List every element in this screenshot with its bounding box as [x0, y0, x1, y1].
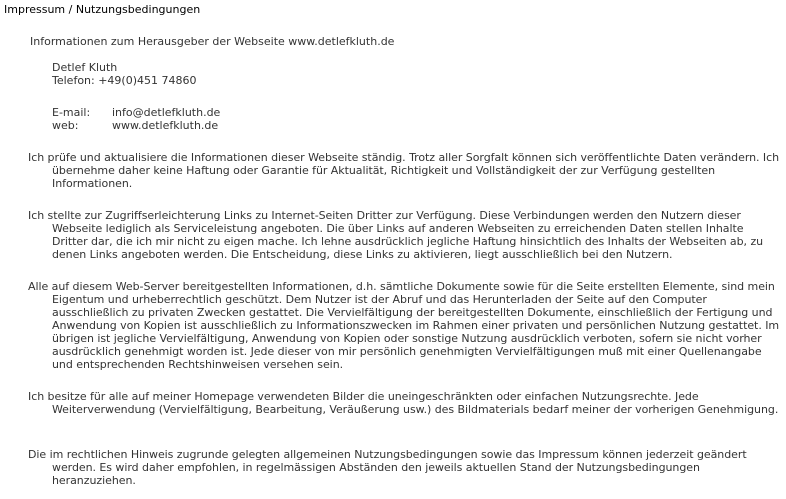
email-label: E-mail:: [52, 106, 91, 119]
disclaimer-paragraph-copyright: Alle auf diesem Web-Server bereitgestellten Informationen, d.h. sämtliche Dokumente sowie für die Seite erstellten Elemente, sind mein Eigentum und urheberrechtlich geschützt. Dem Nutzer ist der Abruf und das Herunterladen der Seite auf den Computer ausschließlich zu privaten Zwecken gestattet. Die Vervielfältigung der bereitgestellten Dokumente, einschließlich der Fertigung und Anwendung von Kopien ist ausschließlich zu Informationszwecken im Rahmen einer privaten und persönlichen Nutzung gestattet. Im übrigen ist jegliche Vervielfältigung, Anwendung von Kopien oder sonstige Nutzung ausdrücklich verboten, sofern sie nicht vorher ausdrücklich genehmigt worden ist. Jede dieser von mir persönlich genehmigten Vervielfältigungen muß mit einer Quellenangabe und entsprechenden Rechtshinweisen versehen sein.: [28, 280, 780, 371]
disclaimer-paragraph-images: Ich besitze für alle auf meiner Homepage verwendeten Bilder die uneingeschränkten oder einfachen Nutzungsrechte. Jede Weiterverwendung (Vervielfältigung, Bearbeitung, Veräußerung usw.) des Bildmaterials bedarf meiner der vorherigen Genehmigung.: [28, 390, 779, 416]
web-label: web:: [52, 119, 79, 132]
web-row: [52, 119, 220, 132]
web-value: www.detlefkluth.de: [112, 119, 219, 132]
disclaimer-paragraph-content: Ich prüfe und aktualisiere die Informationen dieser Webseite ständig. Trotz aller Sorgfalt können sich veröffentlichte Daten verändern. Ich übernehme daher keine Haftung oder Garantie für Aktualität, Richtigkeit und Vollständigkeit der zur Verfügung gestellten Informationen.: [28, 151, 780, 190]
disclaimer-paragraph-links: Ich stellte zur Zugriffserleichterung Links zu Internet-Seiten Dritter zur Verfügung. Diese Verbindungen werden den Nutzern dieser Webseite lediglich als Serviceleistung angeboten. Die über Links auf anderen Webseiten zu erreichenden Daten stellen Inhalte Dritter dar, die ich mir nicht zu eigen mache. Ich lehne ausdrücklich jegliche Haftung hinsichtlich des Inhalts der Webseiten ab, zu denen Links angeboten werden. Die Entscheidung, diese Links zu aktivieren, liegt ausschließlich bei den Nutzern.: [28, 209, 764, 261]
publisher-name: Detlef Kluth: [52, 61, 118, 74]
disclaimer-paragraph-changes: Die im rechtlichen Hinweis zugrunde gelegten allgemeinen Nutzungsbedingungen sowie das Impressum können jederzeit geändert werden. Es wird daher empfohlen, in regelmässigen Abständen den jeweils aktuellen Stand der Nutzungsbedingungen heranzuziehen.: [28, 448, 747, 487]
email-value: info@detlefkluth.de: [112, 106, 221, 119]
publisher-phone: Telefon: +49(0)451 74860: [52, 74, 197, 87]
contact-details: [52, 106, 220, 132]
publisher-intro: Informationen zum Herausgeber der Webseite www.detlefkluth.de: [30, 35, 395, 48]
email-row: [52, 106, 220, 119]
page-title: Impressum / Nutzungsbedingungen: [4, 3, 201, 16]
publisher-address: [52, 61, 197, 87]
